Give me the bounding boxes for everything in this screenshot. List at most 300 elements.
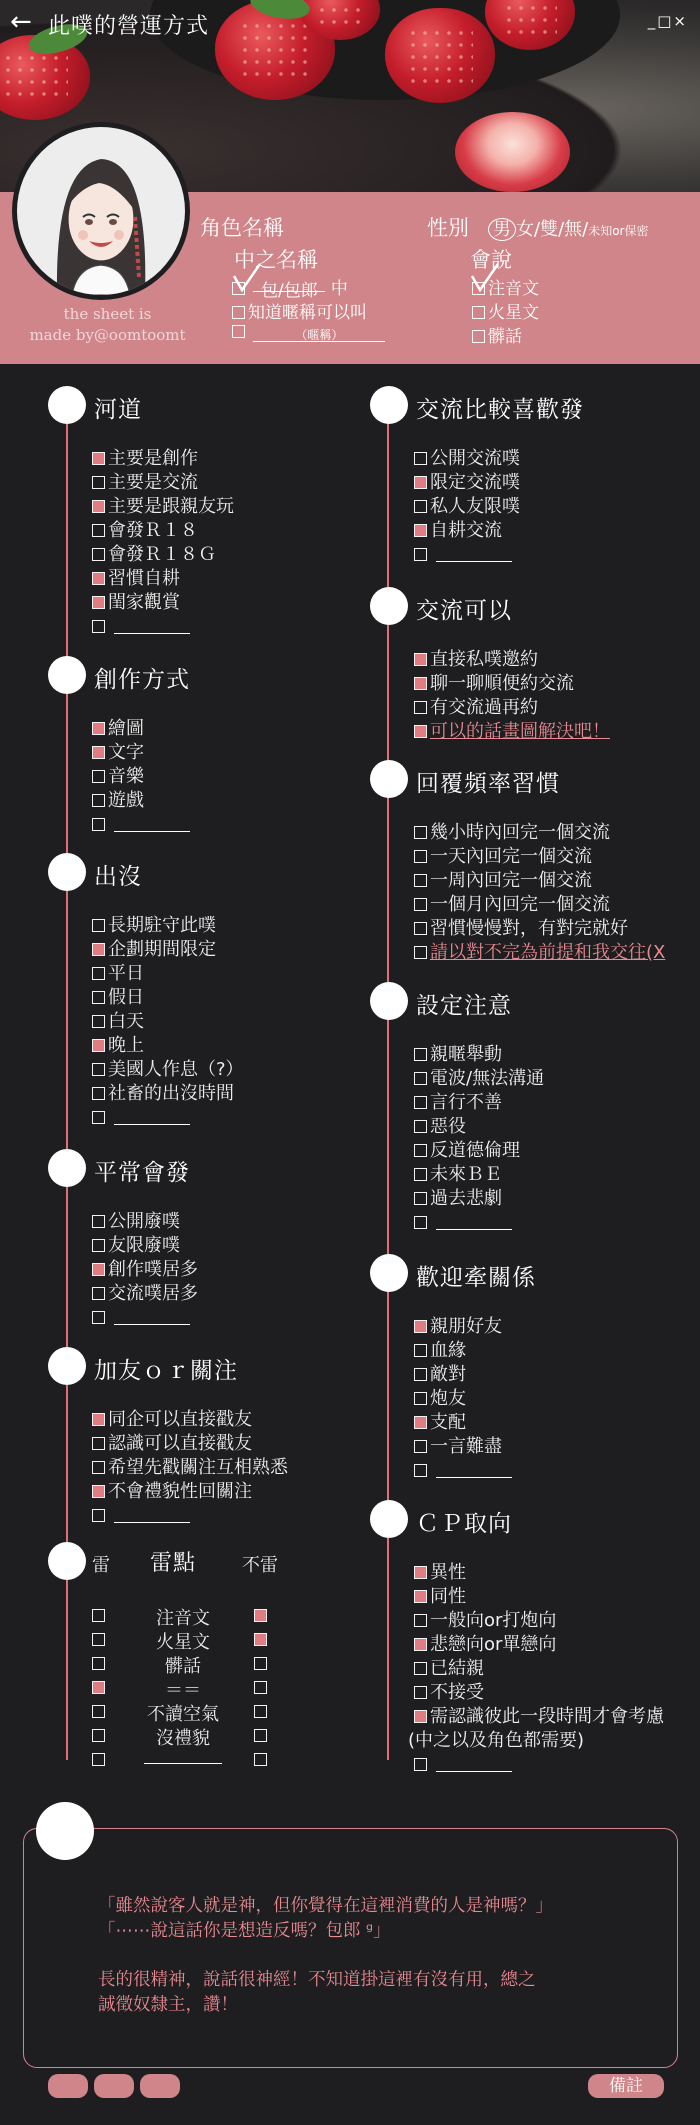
- checkbox[interactable]: [92, 1063, 105, 1076]
- list-item[interactable]: [414, 845, 665, 869]
- section-node: [370, 1254, 408, 1292]
- list-item-label: 惡役: [430, 1116, 466, 1137]
- nickname-opt2-label: 知道暱稱可以叫: [248, 303, 367, 323]
- list-item[interactable]: [92, 1456, 288, 1480]
- checkbox[interactable]: [414, 1048, 427, 1061]
- list-item-label: 反道德倫理: [430, 1140, 520, 1161]
- checkbox[interactable]: [414, 1168, 427, 1181]
- list-item[interactable]: [92, 741, 190, 765]
- list-item-label: 幾小時內回完一個交流: [430, 822, 610, 843]
- list-item[interactable]: [92, 1058, 244, 1082]
- section-title: 加友ｏｒ關注: [94, 1358, 238, 1384]
- list-item-label: 白天: [108, 1011, 144, 1032]
- checkbox[interactable]: [92, 1111, 105, 1124]
- checkbox[interactable]: [92, 1461, 105, 1474]
- section-title: 平常會發: [94, 1160, 190, 1186]
- list-item[interactable]: [92, 495, 234, 519]
- list-item-label: 限定交流噗: [430, 472, 520, 493]
- note-line: 「⋯⋯說這話你是想造反嗎？包郎 ᵍ」: [98, 1921, 391, 1941]
- thunder-row: [92, 1604, 272, 1628]
- list-item[interactable]: [92, 1282, 198, 1306]
- list-item[interactable]: [92, 543, 234, 567]
- list-item-label: 交流噗居多: [108, 1283, 198, 1304]
- checkbox[interactable]: [414, 1096, 427, 1109]
- section-list: [414, 447, 520, 567]
- checkbox-not-thunder[interactable]: [254, 1633, 267, 1646]
- blank-line[interactable]: [436, 1462, 512, 1478]
- checkbox[interactable]: [414, 1566, 427, 1579]
- checkbox[interactable]: [92, 1437, 105, 1450]
- list-item-label: 音樂: [108, 766, 144, 787]
- gender-selected[interactable]: 男: [488, 218, 516, 241]
- checkbox[interactable]: [414, 1344, 427, 1357]
- credit: [0, 304, 215, 346]
- checkbox[interactable]: [414, 1686, 427, 1699]
- credit-line: made by@oomtoomt: [29, 326, 186, 344]
- thunder-row: [92, 1724, 272, 1748]
- can-say-opt2-label: 火星文: [488, 303, 539, 323]
- thunder-row: [92, 1676, 272, 1700]
- section-list: [414, 648, 610, 744]
- list-item[interactable]: [414, 1187, 544, 1211]
- checkbox[interactable]: [232, 306, 245, 319]
- thunder-row: [92, 1652, 272, 1676]
- section-list: [414, 821, 665, 965]
- list-item-label: 聊一聊順便約交流: [430, 673, 574, 694]
- nickname-label: 中之名稱: [234, 248, 318, 272]
- checkbox-thunder[interactable]: [92, 1681, 105, 1694]
- section-node: [370, 1500, 408, 1538]
- list-item[interactable]: [414, 447, 520, 471]
- checkbox[interactable]: [92, 991, 105, 1004]
- thunder-right-title: 不雷: [242, 1555, 278, 1576]
- list-item-blank[interactable]: [414, 1459, 512, 1483]
- list-item[interactable]: [414, 1681, 664, 1705]
- list-item-label: 一天內回完一個交流: [430, 846, 592, 867]
- section-title: 設定注意: [416, 993, 512, 1019]
- list-item[interactable]: [414, 893, 665, 917]
- list-item[interactable]: [414, 1705, 664, 1729]
- checkbox[interactable]: [414, 1590, 427, 1603]
- list-item[interactable]: [414, 869, 665, 893]
- list-item[interactable]: [414, 1163, 544, 1187]
- list-item[interactable]: [92, 1432, 288, 1456]
- nickname-suffix: 中: [330, 279, 348, 299]
- window-controls-icon[interactable]: _□×: [647, 12, 688, 30]
- list-item[interactable]: [92, 519, 234, 543]
- list-item[interactable]: [414, 495, 520, 519]
- section-list: [92, 717, 190, 837]
- list-item[interactable]: [92, 914, 244, 938]
- list-item-blank[interactable]: [414, 1211, 544, 1235]
- checkbox[interactable]: [92, 1311, 105, 1324]
- checkbox[interactable]: [92, 794, 105, 807]
- checkbox[interactable]: [414, 1710, 427, 1723]
- section-node: [48, 1149, 86, 1187]
- list-item[interactable]: [414, 821, 665, 845]
- blank-line[interactable]: [114, 1507, 190, 1523]
- checkbox-not-thunder[interactable]: [254, 1729, 267, 1742]
- checkbox[interactable]: [92, 1015, 105, 1028]
- checkbox[interactable]: [414, 1392, 427, 1405]
- thunder-row: [92, 1748, 272, 1772]
- list-item[interactable]: [414, 917, 665, 941]
- checkbox[interactable]: [414, 946, 427, 959]
- list-item-label: 私人友限噗: [430, 496, 520, 517]
- section-node: [48, 853, 86, 891]
- checkbox-not-thunder[interactable]: [254, 1705, 267, 1718]
- note-line: 「雖然說客人就是神，但你覺得在這裡消費的人是神嗎？」: [98, 1896, 553, 1916]
- list-item[interactable]: [414, 648, 610, 672]
- list-item-blank[interactable]: [92, 1306, 198, 1330]
- section-node: [370, 386, 408, 424]
- checkbox[interactable]: [92, 943, 105, 956]
- list-item[interactable]: [92, 765, 190, 789]
- list-item[interactable]: [414, 1609, 664, 1633]
- checkbox-thunder[interactable]: [92, 1657, 105, 1670]
- checkbox[interactable]: [92, 1413, 105, 1426]
- section-node: [370, 982, 408, 1020]
- list-item-label: 習慣慢慢對，有對完就好: [430, 918, 628, 939]
- checkbox[interactable]: [92, 919, 105, 932]
- list-item[interactable]: [414, 1315, 512, 1339]
- checkbox[interactable]: [414, 1614, 427, 1627]
- avatar-ring: [12, 122, 190, 300]
- list-item[interactable]: [92, 1480, 288, 1504]
- checkbox[interactable]: [414, 725, 427, 738]
- checkbox[interactable]: [414, 1464, 427, 1477]
- checkbox[interactable]: [414, 1120, 427, 1133]
- list-item-label: 悲戀向or單戀向: [430, 1634, 557, 1655]
- list-item[interactable]: [92, 986, 244, 1010]
- checkbox[interactable]: [92, 1239, 105, 1252]
- list-item-label: 遊戲: [108, 790, 144, 811]
- note-line: 誠徵奴隸主，讚！: [98, 1995, 238, 2015]
- checkbox[interactable]: [414, 701, 427, 714]
- can-say-opt2[interactable]: [472, 298, 539, 323]
- list-item-label: 同企可以直接戳友: [108, 1409, 252, 1430]
- checkbox[interactable]: [472, 306, 485, 319]
- blank-line[interactable]: [436, 546, 512, 562]
- list-item[interactable]: [92, 1010, 244, 1034]
- section-title: 交流比較喜歡發: [416, 397, 584, 423]
- checkbox[interactable]: [414, 850, 427, 863]
- list-item-blank[interactable]: [92, 1504, 288, 1528]
- checkbox[interactable]: [414, 653, 427, 666]
- checkbox[interactable]: [414, 1144, 427, 1157]
- checkbox[interactable]: [92, 1287, 105, 1300]
- checkbox-not-thunder[interactable]: [254, 1753, 267, 1766]
- list-item[interactable]: [92, 1234, 198, 1258]
- checkbox-thunder[interactable]: [92, 1633, 105, 1646]
- list-item-label: 長期駐守此噗: [108, 915, 216, 936]
- section-title: 交流可以: [416, 598, 512, 624]
- list-item[interactable]: [414, 1139, 544, 1163]
- name-label: 角色名稱: [200, 216, 284, 240]
- section-list: [408, 1561, 664, 1777]
- list-item-label: 未來ＢＥ: [430, 1164, 502, 1185]
- checkbox[interactable]: [414, 874, 427, 887]
- list-item[interactable]: [92, 591, 234, 615]
- list-item[interactable]: [92, 962, 244, 986]
- nickname-opt2[interactable]: [232, 298, 367, 323]
- checkbox[interactable]: [414, 1320, 427, 1333]
- checkbox[interactable]: [414, 826, 427, 839]
- list-item[interactable]: [414, 1585, 664, 1609]
- list-item-blank[interactable]: [414, 1753, 664, 1777]
- checkbox[interactable]: [92, 967, 105, 980]
- list-item-label: 有交流過再約: [430, 697, 538, 718]
- blank-line[interactable]: [114, 1309, 190, 1325]
- list-item[interactable]: [414, 696, 610, 720]
- checkbox[interactable]: [92, 1087, 105, 1100]
- section-title: ＣＰ取向: [416, 1511, 512, 1537]
- checkbox-not-thunder[interactable]: [254, 1609, 267, 1622]
- section-title: 河道: [94, 397, 142, 423]
- page-pill[interactable]: [48, 2074, 88, 2098]
- checkbox[interactable]: [92, 620, 105, 633]
- section-list: [92, 1408, 288, 1528]
- blank-line[interactable]: [436, 1214, 512, 1230]
- blank-line[interactable]: [436, 1756, 512, 1772]
- checkbox[interactable]: [92, 1485, 105, 1498]
- list-item-label: 企劃期間限定: [108, 939, 216, 960]
- page-pill[interactable]: [140, 2074, 180, 2098]
- list-item-blank[interactable]: [414, 543, 520, 567]
- checkbox-not-thunder[interactable]: [254, 1657, 267, 1670]
- can-say-opt3-label: 髒話: [488, 327, 522, 347]
- list-item-label: 不會禮貌性回關注: [108, 1481, 252, 1502]
- list-item[interactable]: [92, 1258, 198, 1282]
- checkbox[interactable]: [92, 476, 105, 489]
- list-item-label: 請以對不完為前提和我交往(X: [430, 942, 666, 963]
- list-item[interactable]: [414, 1561, 664, 1585]
- can-say-opt3[interactable]: [472, 322, 522, 347]
- checkbox-not-thunder[interactable]: [254, 1681, 267, 1694]
- checkbox[interactable]: [414, 1440, 427, 1453]
- list-item-blank[interactable]: [92, 615, 234, 639]
- checkbox[interactable]: [92, 722, 105, 735]
- section-node: [370, 760, 408, 798]
- note-box: [23, 1828, 678, 2068]
- list-item-label: (中之以及角色都需要): [408, 1730, 585, 1751]
- list-item[interactable]: [414, 720, 610, 744]
- thunder-item-label: 沒禮貌: [156, 1728, 210, 1749]
- list-item-label: 習慣自耕: [108, 568, 180, 589]
- note-button[interactable]: 備註: [588, 2074, 664, 2098]
- section-node: [48, 1347, 86, 1385]
- blank-line[interactable]: [114, 816, 190, 832]
- list-item-label: 友限廢噗: [108, 1235, 180, 1256]
- list-item[interactable]: [92, 1082, 244, 1106]
- list-item[interactable]: [414, 1339, 512, 1363]
- checkbox[interactable]: [414, 1638, 427, 1651]
- can-say-opt1-label: 注音文: [488, 279, 539, 299]
- list-item-label: 會發Ｒ１８: [108, 520, 198, 541]
- list-item[interactable]: [414, 1043, 544, 1067]
- note-line: 長的很精神，說話很神經！不知道掛這裡有沒有用，總之: [98, 1970, 536, 1990]
- checkbox[interactable]: [414, 1662, 427, 1675]
- list-item-label: 主要是跟親友玩: [108, 496, 234, 517]
- can-say-label: 會說: [470, 248, 512, 272]
- list-item-label: 繪圖: [108, 718, 144, 739]
- list-item[interactable]: [414, 1435, 512, 1459]
- list-item-label: 言行不善: [430, 1092, 502, 1113]
- checkbox[interactable]: [414, 548, 427, 561]
- list-item-label: 一般向or打炮向: [430, 1610, 557, 1631]
- section-title: 出沒: [94, 864, 142, 890]
- checkbox[interactable]: [92, 818, 105, 831]
- checkbox-thunder[interactable]: [92, 1729, 105, 1742]
- checkbox[interactable]: [92, 1263, 105, 1276]
- list-item-label: 已結親: [430, 1658, 484, 1679]
- section-list: [92, 1210, 198, 1330]
- list-item[interactable]: [92, 938, 244, 962]
- list-item-blank[interactable]: [92, 813, 190, 837]
- thunder-mid-title: 雷點: [150, 1551, 197, 1576]
- checkbox[interactable]: [92, 596, 105, 609]
- list-item-label: 假日: [108, 987, 144, 1008]
- checkbox[interactable]: [92, 1215, 105, 1228]
- list-item[interactable]: [92, 1034, 244, 1058]
- list-item-label: 親暱舉動: [430, 1044, 502, 1065]
- list-item-label: 直接私噗邀約: [430, 649, 538, 670]
- nickname-opt3[interactable]: [232, 322, 385, 342]
- checkbox[interactable]: [414, 922, 427, 935]
- list-item[interactable]: [414, 1091, 544, 1115]
- checkbox[interactable]: [414, 500, 427, 513]
- list-item[interactable]: [414, 519, 520, 543]
- check-mark-icon: [228, 258, 268, 298]
- list-item-label: 一個月內回完一個交流: [430, 894, 610, 915]
- list-item-label: 晚上: [108, 1035, 144, 1056]
- thunder-title: 雷: [92, 1555, 110, 1576]
- list-item-label: 異性: [430, 1562, 466, 1583]
- list-item-label: 希望先戳關注互相熟悉: [108, 1457, 288, 1478]
- thunder-item-label: 不讀空氣: [147, 1704, 219, 1725]
- blank-line[interactable]: [144, 1748, 222, 1764]
- list-item-label: 可以的話畫圖解決吧！: [430, 721, 610, 742]
- checkbox[interactable]: [92, 746, 105, 759]
- list-item[interactable]: [414, 672, 610, 696]
- section-title: 歡迎牽關係: [416, 1265, 536, 1291]
- checkbox[interactable]: [92, 770, 105, 783]
- list-item-label: 同性: [430, 1586, 466, 1607]
- credit-line: the sheet is: [63, 305, 152, 323]
- list-item-label: 會發Ｒ１８Ｇ: [108, 544, 216, 565]
- gender-others[interactable]: 女/雙/無/: [516, 219, 589, 240]
- list-item[interactable]: [92, 717, 190, 741]
- page-title: 此噗的營運方式: [48, 14, 210, 39]
- checkbox-thunder[interactable]: [92, 1705, 105, 1718]
- list-item-label: 過去悲劇: [430, 1188, 502, 1209]
- list-item-label: 一周內回完一個交流: [430, 870, 592, 891]
- gender-unknown[interactable]: 未知or保密: [588, 224, 649, 238]
- cut-strawberry: [455, 112, 570, 192]
- list-item-label: 創作噗居多: [108, 1259, 198, 1280]
- checkbox[interactable]: [414, 1416, 427, 1429]
- check-mark-icon: [466, 258, 506, 298]
- checkbox[interactable]: [414, 677, 427, 690]
- list-item[interactable]: [92, 567, 234, 591]
- list-item-label: 公開交流噗: [430, 448, 520, 469]
- checkbox[interactable]: [414, 1192, 427, 1205]
- nickname-value[interactable]: 包/包郎: [253, 276, 325, 292]
- checkbox[interactable]: [92, 524, 105, 537]
- list-item[interactable]: [92, 1408, 288, 1432]
- checkbox-thunder[interactable]: [92, 1753, 105, 1766]
- list-item-label: 公開廢噗: [108, 1211, 180, 1232]
- note-node: [36, 1802, 94, 1860]
- list-item-label: 閨家觀賞: [108, 592, 180, 613]
- checkbox[interactable]: [92, 548, 105, 561]
- checkbox[interactable]: [414, 1072, 427, 1085]
- list-item[interactable]: [414, 1363, 512, 1387]
- list-item[interactable]: [408, 1729, 664, 1753]
- checkbox[interactable]: [414, 898, 427, 911]
- checkbox[interactable]: [414, 1368, 427, 1381]
- checkbox[interactable]: [232, 325, 245, 338]
- list-item[interactable]: [92, 789, 190, 813]
- list-item-label: 認識可以直接戳友: [108, 1433, 252, 1454]
- list-item-label: 文字: [108, 742, 144, 763]
- list-item[interactable]: [414, 1657, 664, 1681]
- checkbox[interactable]: [92, 452, 105, 465]
- checkbox[interactable]: [92, 1509, 105, 1522]
- list-item[interactable]: [414, 471, 520, 495]
- blank-line[interactable]: [114, 1109, 190, 1125]
- checkbox-thunder[interactable]: [92, 1609, 105, 1622]
- checkbox[interactable]: [472, 330, 485, 343]
- checkbox[interactable]: [92, 1039, 105, 1052]
- thunder-item-label: 火星文: [156, 1632, 210, 1653]
- page-pill[interactable]: [94, 2074, 134, 2098]
- back-arrow-icon[interactable]: ←: [10, 7, 32, 37]
- list-item-label: 血緣: [430, 1340, 466, 1361]
- checkbox[interactable]: [414, 452, 427, 465]
- list-item[interactable]: [414, 1067, 544, 1091]
- nickname-hint[interactable]: （暱稱）: [253, 326, 385, 342]
- checkbox[interactable]: [92, 572, 105, 585]
- list-item[interactable]: [414, 941, 665, 965]
- list-item[interactable]: [414, 1387, 512, 1411]
- section-node: [48, 1542, 86, 1580]
- checkbox[interactable]: [414, 1216, 427, 1229]
- checkbox[interactable]: [414, 1758, 427, 1771]
- checkbox[interactable]: [92, 500, 105, 513]
- list-item[interactable]: [92, 1210, 198, 1234]
- checkbox[interactable]: [414, 524, 427, 537]
- section-node: [370, 587, 408, 625]
- title-bar: [0, 0, 700, 44]
- list-item[interactable]: [92, 447, 234, 471]
- thunder-row: [92, 1700, 272, 1724]
- list-item-label: 平日: [108, 963, 144, 984]
- checkbox[interactable]: [414, 476, 427, 489]
- section-node: [48, 386, 86, 424]
- list-item-blank[interactable]: [92, 1106, 244, 1130]
- thunder-item-label: ＝＝: [165, 1680, 201, 1701]
- section-list: [92, 447, 234, 639]
- list-item[interactable]: [414, 1115, 544, 1139]
- list-item[interactable]: [414, 1633, 664, 1657]
- thunder-item-label: 髒話: [165, 1656, 201, 1677]
- blank-line[interactable]: [114, 618, 190, 634]
- list-item[interactable]: [92, 471, 234, 495]
- list-item[interactable]: [414, 1411, 512, 1435]
- list-item-label: 需認識彼此一段時間才會考慮: [430, 1706, 664, 1727]
- thunder-item-label: 注音文: [156, 1608, 210, 1629]
